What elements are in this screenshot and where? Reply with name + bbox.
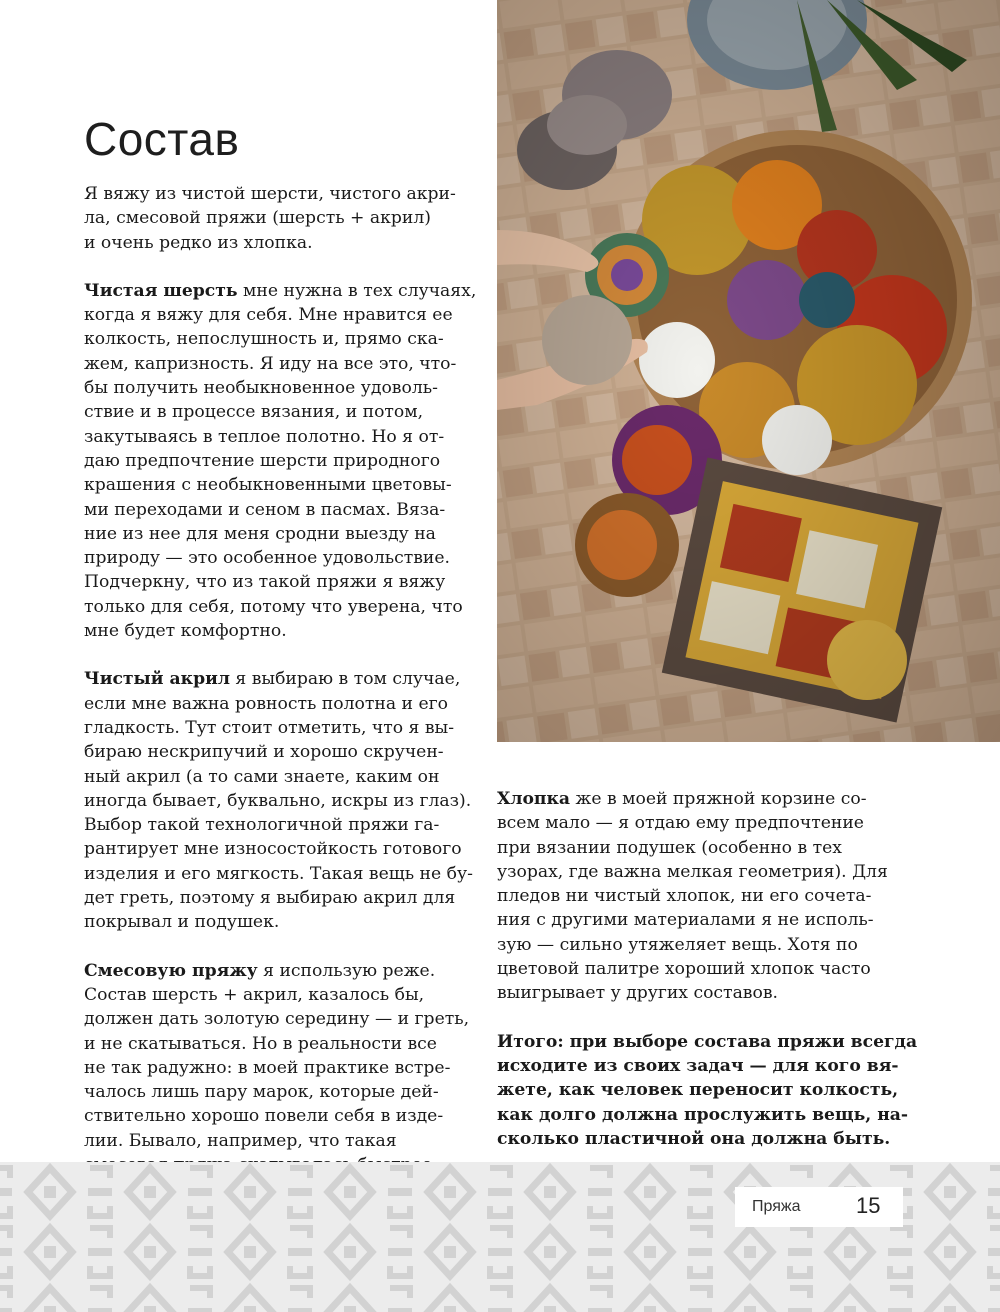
right-column xyxy=(497,787,918,1175)
paragraph-line: мне будет комфортно. xyxy=(84,621,287,642)
page-number: 15 xyxy=(856,1193,881,1218)
paragraph-line: ние из нее для меня сродни выезду на xyxy=(84,523,436,544)
paragraph-line: как долго должна прослужить вещь, на- xyxy=(497,1104,909,1125)
paragraph-lead-rest: же в моей пряжной корзине со- xyxy=(570,789,867,809)
paragraph-line: Итого: при выборе состава пряжи всегда xyxy=(497,1031,918,1052)
paragraph-line: если мне важна ровность полотна и его xyxy=(84,693,448,714)
paragraph-line: при вязании подушек (особенно в тех xyxy=(497,837,842,858)
paragraph-line: жем, капризность. Я иду на все это, что- xyxy=(84,353,457,374)
paragraph-line: лии. Бывало, например, что такая xyxy=(84,1130,397,1151)
paragraph-line: ный акрил (а то сами знаете, каким он xyxy=(84,766,440,787)
paragraph-line: даю предпочтение шерсти природного xyxy=(84,450,441,471)
paragraph-line: природу — это особенное удовольствие. xyxy=(84,548,450,569)
paragraph-line xyxy=(84,279,476,303)
paragraph-lead-term: Чистая шерсть xyxy=(84,280,238,301)
paragraph-line: ми переходами и сеном в пасмах. Вяза- xyxy=(84,499,446,520)
paragraph-line: дет греть, поэтому я выбираю акрил для xyxy=(84,888,456,909)
paragraph-line: и не скатываться. Но в реальности все xyxy=(84,1033,437,1054)
paragraph-lead-term: Смесовую пряжу xyxy=(84,960,258,981)
paragraph-line: пледов ни чистый хлопок, ни его сочета- xyxy=(497,886,872,907)
paragraph-line: ствие и в процессе вязания, и потом, xyxy=(84,402,424,423)
paragraph-line: цветовой палитре хороший хлопок часто xyxy=(497,959,871,980)
paragraph-line: покрывал и подушек. xyxy=(84,912,280,933)
section-label: Пряжа xyxy=(752,1198,801,1215)
paragraph-lead-term: Хлопка xyxy=(497,789,571,809)
paragraph-line: крашения с необыкновенными цветовы- xyxy=(84,475,452,496)
paragraph-line xyxy=(497,787,897,811)
paragraph-line xyxy=(84,959,476,983)
ornament-pattern-icon xyxy=(0,1162,1000,1312)
paragraph-line: закутываясь в теплое полотно. Но я от- xyxy=(84,426,445,447)
paragraph-lead-term: Чистый акрил xyxy=(84,669,230,690)
paragraph-line: рантирует мне износостойкость готового xyxy=(84,839,462,860)
paragraph-line: гладкость. Тут стоит отметить, что я вы- xyxy=(84,717,455,738)
paragraph-line: не так радужно: в моей практике встре- xyxy=(84,1057,451,1078)
paragraph-line: узорах, где важна мелкая геометрия). Для xyxy=(497,861,888,882)
paragraph-line: Подчеркну, что из такой пряжи я вяжу xyxy=(84,572,446,593)
yarn-basket-photo-icon xyxy=(497,0,1000,742)
paragraph-line: бы получить необыкновенное удоволь- xyxy=(84,378,438,399)
paragraph-lead-rest: мне нужна в тех случаях, xyxy=(237,280,477,301)
paragraph-line: Выбор такой технологичной пряжи га- xyxy=(84,815,440,836)
paragraph xyxy=(84,667,476,934)
page-title: Состав xyxy=(84,113,240,165)
paragraph xyxy=(84,182,476,255)
paragraph-line: чалось лишь пару марок, которые дей- xyxy=(84,1082,439,1103)
paragraph-lead-rest: я выбираю в том случае, xyxy=(229,669,461,690)
paragraph xyxy=(84,279,476,643)
left-column xyxy=(84,182,476,1226)
paragraph-line: жете, как человек переносит колкость, xyxy=(497,1080,899,1101)
paragraph xyxy=(497,1030,918,1151)
paragraph-line: выигрывает у других составов. xyxy=(497,983,778,1004)
paragraph-line: ла, смесовой пряжи (шерсть + акрил) xyxy=(84,208,431,229)
paragraph-line: колкость, непослушность и, прямо ска- xyxy=(84,329,444,350)
paragraph-line: ствительно хорошо повели себя в изде- xyxy=(84,1106,444,1127)
paragraph-lead-rest: я использую реже. xyxy=(257,960,436,981)
paragraph-line: зую — сильно утяжеляет вещь. Хотя по xyxy=(497,934,858,955)
paragraph-line xyxy=(84,667,476,691)
paragraph-line: сколько пластичной она должна быть. xyxy=(497,1128,891,1149)
paragraph-line: Состав шерсть + акрил, казалось бы, xyxy=(84,984,425,1005)
paragraph-line: и очень редко из хлопка. xyxy=(84,232,313,253)
paragraph-line: ния с другими материалами я не исполь- xyxy=(497,910,874,931)
paragraph-line: Я вяжу из чистой шерсти, чистого акри- xyxy=(84,184,456,204)
paragraph-line: когда я вяжу для себя. Мне нравится ее xyxy=(84,305,453,326)
paragraph-line: должен дать золотую середину — и греть, xyxy=(84,1009,470,1030)
paragraph-line: всем мало — я отдаю ему предпочтение xyxy=(497,813,864,834)
paragraph-line: бираю нескрипучий и хорошо скручен- xyxy=(84,742,444,763)
paragraph-line: иногда бывает, буквально, искры из глаз). xyxy=(84,790,472,811)
paragraph-line: исходите из своих задач — для кого вя- xyxy=(497,1055,899,1076)
paragraph xyxy=(497,787,897,1006)
paragraph-line: изделия и его мягкость. Такая вещь не бу- xyxy=(84,863,473,884)
paragraph-line: только для себя, потому что уверена, что xyxy=(84,596,463,617)
